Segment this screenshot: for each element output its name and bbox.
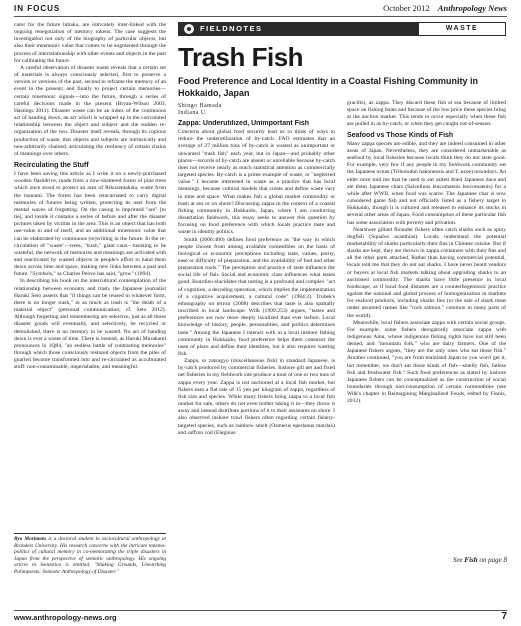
section-label: IN FOCUS <box>14 4 61 13</box>
section-heading: Seafood vs Those Kinds of Fish <box>347 131 454 139</box>
fieldnotes-banner <box>178 22 506 36</box>
banner-label: FIELDNOTES <box>200 24 263 33</box>
section-heading: Recirculating the Stuff <box>14 161 89 169</box>
paragraph: Nearshore gillnet flounder fishers often catch sharks such as spiny dogfish (Squalus acanthias). Locals understand the potential marketability of sharks particularly their fins in Chinese cuisine. But if sharks are kept, they are thrown in zappa containers with their fins and all the other parts attached. Rather than having commercial potential, locals told me that they do not eat sharks. I have never heard vendors or buyers at local fish markets talking about upgrading sharks to an auctioned commodity. The sharks have little presence in local foodscape, as if local food distastes are a counterhegemonic practice against the national and global process of homogenization in markets for seafood products, including sharks fins (or the sale of shark meat under assumed names like "rock salmon," common in many parts of the world). <box>347 226 506 319</box>
header-rule <box>14 16 507 17</box>
byline <box>178 103 222 117</box>
footer-rule <box>14 610 507 611</box>
article-subtitle: Food Preference and Local Identity in a Coastal Fishing Community in Hokkaido, Japan <box>178 76 479 98</box>
paragraph: gracilis), as zappa. They discard these fish at sea because of limited space on fishing boats and because of the low price these species bring at the auction market. This tends to occur especially when these fish are pulled in as by-catch, or when they get caught out-of-season. <box>347 100 506 128</box>
website-link[interactable]: www.anthropology-news.org <box>14 613 117 622</box>
issue-date: October 2012 <box>383 3 430 13</box>
continuation-see: See <box>452 556 463 564</box>
fieldnotes-icon <box>184 24 194 34</box>
paragraph: I have been saving this article as I write it on a newly-purchased wooden flashdrive, made from a now-shattered forest of pine trees which once stood to protect an area of Rikuzentakata, waste from the tsunami. The forest has been reincarnated to carry digital memories of futures being written, protecting its user from the mental waves of forgetting. On the casing is imprinted "are" [to tie], and inside it contains a series of before and after the disaster pictures taken by victims in the area. This is an object that has both use-value in and of itself, and an additional mnemonic value that can be elaborated by continuous (re)writing in the future. In the re-circulation of "waste"—trees, "trash," giant cans—insisting to be wasteful, the network of memories and meanings are activated with and reactivated by wasted objects in people's effort to hand them down across time and space, making new links between a past and future. "Symbols," as Charles Peirce has said, "grow" (1894). <box>14 171 166 278</box>
page-number: 7 <box>501 611 507 622</box>
page-header <box>0 0 521 18</box>
author-name: Shingo Hamada <box>178 103 222 109</box>
section-heading: Zappa: Underutilized, Unimportant Fish <box>178 120 310 127</box>
author-bio <box>14 533 166 576</box>
paragraph: Concerns about global food security lead us to think of ways to reduce the underutilization of by-catch. FAO estimates that an average of 27 million tons of by-catch is wasted as unimportant or unwanted "trash fish" each year, but in Japan—and probably other places—records of by-catch are absent or unreliable because by-catch does not receive nearly as much statistical attention as commercially targeted species. By-catch is a prime example of waste, or "neglected value." I became interested in waste as a practice that has local meanings, because cultural models that create and define waste vary in time and space. What makes fish a global market commodity or trash at sea or on shore? Discussing zappa in the context of a coastal fishing community in Hokkaido, Japan, where I am conducting dissertation fieldwork, this essay seeks to answer this question by focusing on food preference with which locals practice taste and waste in identity politics. <box>178 129 335 236</box>
topic-tag: WASTE <box>418 22 506 36</box>
continuation-target: Fish <box>464 556 478 564</box>
paragraph: Meanwhile, local fishers associate zappa with certain social groups. For example, some fishers derogatorily associate zappa with indigenous Ainu, whose indigenous fishing rights have not still been denied, and "mountain folk," who are dairy farmers. One of the Japanese fishers argues, "they are the only ones who eat those fish." Another continued, "you are from mainland Japan so you won't get it, but remember, we don't eat those kinds of fish—smelly fish, fatless fish and freshwater fish." Such food preferences as stated by inshore Japanese fishers can be conceptualized as the construction of social boundaries through non-consumption of certain commodities (see Wilk's chapter in Reimagining Marginalized Foods, edited by Finnis, 2012). <box>347 319 506 405</box>
article-title: Trash Fish <box>178 42 304 72</box>
author-affiliation: Indiana U <box>178 110 206 116</box>
article-column-right <box>347 100 506 546</box>
paragraph: A careful observation of disaster waste reveals that a certain set of materials is always consciously selected, first to preserve a version or versions of the past, second to reframe the memory of an event in the present; and finally to project certain memories—certain mnemonic signals—into the future, through a series of careful decisions made in the present (Bryan-Wilson 2003, Hastings 2011). Disaster waste can be an index of the continuous act of handing down, an act which is wrapped up in the convoluted relationship between the object and subject and the sudden re-organization of the two. Disaster itself reveals, through its copious production of waste, that objects and subjects are intrinsically and non-arbitrarily chained, articulating the resiliency of certain chains of meanings over others. <box>14 64 166 157</box>
bio-text: is a doctoral student in sociocultural anthropology at Brandeis University. His research concerns with the intricate mnemo-politics of cultural memory in co-memorating the triple disasters in Japan from the perspective of semiotic anthropology. His ongoing article in Semiotica is entitled, "Shaking Grounds, Unearthing Palimpsests: Semiotic Anthropology of Disaster." <box>14 536 166 575</box>
previous-article-column <box>14 22 166 528</box>
paragraph: Many zappa species are edible, and they are indeed consumed in other areas of Japan. Nevertheless, they are considered unmarketable as seafood by local fisheries because locals think they do not taste good. For example, very few if any people in my fieldwork community eat the Japanese ocean (Tribolodon hakonensis and T. ezoe) nowadays. An elder once told me that he used to eat salted dried Japanese dace and ate them Japanese chars (Salvelinus leucomaenis leucomaenis) for a while after WWII, when food was scarce. The Japanese char is now considered game fish and not officially listed as a fishery target in Hokkaido, though it is cultured and released to enhance its stocks in several other areas of Japan. Food consumption of these particular fish has some association with poverty and privation. <box>347 140 506 226</box>
magazine-name: Anthropology News <box>437 3 507 13</box>
paragraph: In describing his book on the intercultural contemplation of the relationship between economy and trash, the Japanese journalist Haruki Seto asserts that "if things can be reused in whatever form, there is no longer trash," in as much as trash is "the death of a material object" (personal communication; cf. Seto 2012). Although forgetting and remembering are selective, just as all those disaster goods will eventually, and selectively, be recycled or demolished, there is no memory to be wasted. No act of handing down is ever a waste of time. There is instead, as Haruki Murakami pronounces in 1Q84, "an endless battle of contrasting memories" through which those consciously restored objects from the piles of gnarled become transformed into and re-circulated as acculturated stuff: non-contaminable, imperishable, and meaningful. <box>14 278 166 371</box>
bio-author-name: Ryo Morimoto <box>14 536 47 542</box>
paragraph: Zappa, or zatsugyo (miscellaneous fish) in standard Japanese, is by-catch produced by commercial fisheries. Inshore gill net and fixed net fisheries in my fieldwork site produce a total of one or two tons of zappa every year. Zappa is not auctioned at a local fish market, but fishers earn a flat rate of 15 yen per kilogram of zappa, regardless of fish size and species. While many fishers bring zappa to a local fish market for sale, others do not even bother taking it in—they throw it away and instead distribute portions of it to their assistants on shore. I also observed inshore trawl fishers often regarding certain fishery-targeted species, such as rainbow smelt (Osmerus eperlanus mordax) and saffron cod (Eleginus <box>178 358 335 436</box>
paragraph: Smith (2006:480) defines food preference as "the way in which people choose from among available comestibles on the basis of biological or economic perceptions including taste, values, purity, ease or difficulty of preparation, and the availability of fuel and other preparation tools." The perception and practice of taste influence the social life of fish. Social and economic class influences what tastes good. Bourdieu elucidates that tasting is a profound and complex "act of cognition, a decoding operation, which implies the implementation of a cognitive acquirement, a cultural code" (1984:2). Trubek's ethnography on terroir (2008) describes that taste is also spatially inscribed in local landscape. Wilk (1999:253) argues, "tastes and preferences are now more deeply localized than ever before. Local knowledge of history, people, personalities, and politics determines taste." Among the Japanese I interact with in a local inshore fishing community in Hokkaido, food preference helps them construct the taste of place and define their identities, but it also requires wasting fish. <box>178 236 335 357</box>
paragraph: cator for the future hibaku, are intricately inter-linked with the ongoing renegotiation of memory tokens. The case suggests the investigation not only of the biography of particular objects, but also their mnemonic value that comes to be augmented through the process of interrelationship with other events and objects in the past for calibrating the future. <box>14 22 166 64</box>
continuation-note[interactable] <box>453 556 507 564</box>
article-column-left <box>178 120 335 546</box>
continuation-page: on page 8 <box>479 556 507 564</box>
issue-info <box>383 3 507 13</box>
